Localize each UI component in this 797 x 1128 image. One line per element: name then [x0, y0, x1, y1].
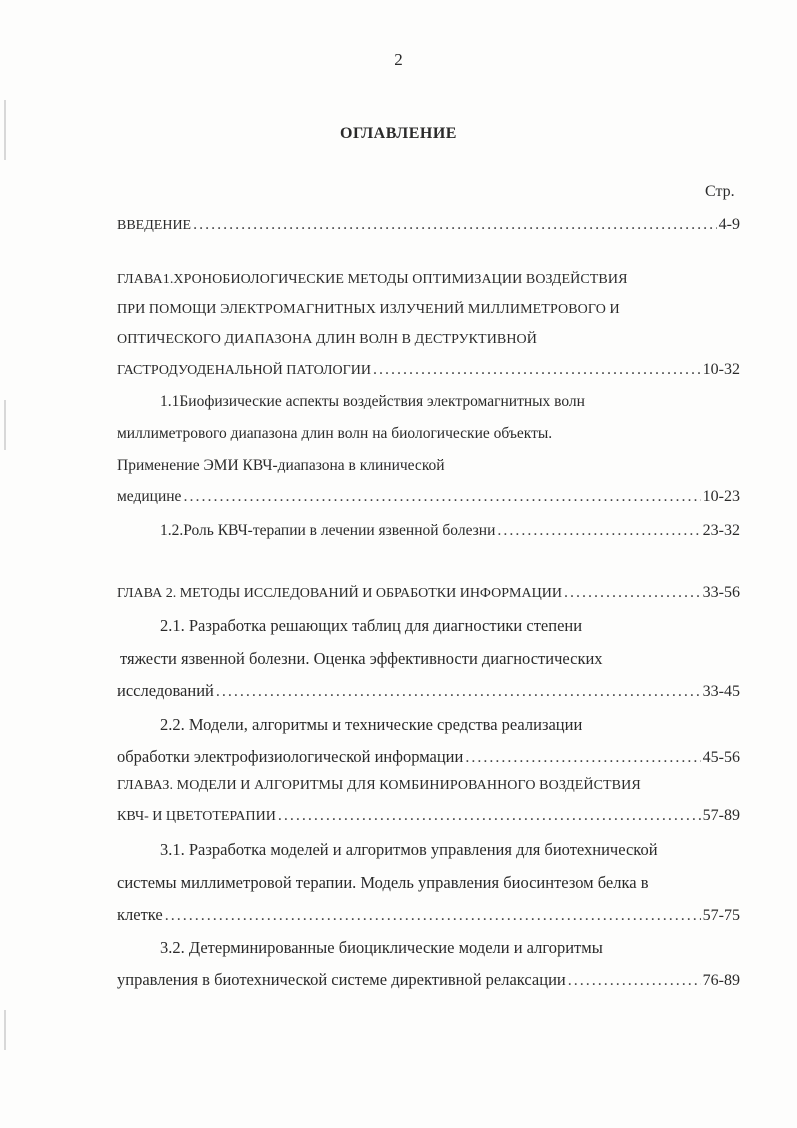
toc-entry-title: клетке — [117, 905, 163, 924]
toc-section-3-1-line-2: системы миллиметровой терапии. Модель управления биосинтезом белка в — [117, 873, 649, 892]
toc-chapter-3-line-2 — [117, 806, 740, 827]
toc-entry-pages: 4-9 — [718, 216, 740, 233]
toc-chapter-2 — [117, 583, 740, 604]
toc-entry-title: обработки электрофизиологической информации — [117, 747, 464, 766]
scan-margin-mark — [4, 1010, 6, 1050]
leader-dots — [193, 215, 717, 235]
toc-entry-pages: 76-89 — [702, 972, 740, 989]
pages-column-label: Стр. — [705, 183, 735, 200]
toc-chapter-1-line-4 — [117, 360, 740, 381]
toc-section-2-1-line-3 — [117, 681, 740, 702]
leader-dots — [497, 521, 700, 541]
toc-entry-pages: 10-32 — [702, 361, 740, 378]
leader-dots — [373, 360, 701, 380]
toc-chapter-1-line-3: ОПТИЧЕСКОГО ДИАПАЗОНА ДЛИН ВОЛН В ДЕСТРУКТИВНОЙ — [117, 332, 537, 347]
toc-entry-title: управления в биотехнической системе директивной релаксации — [117, 970, 566, 989]
toc-section-3-2-line-2 — [117, 970, 740, 991]
toc-section-2-2-line-2 — [117, 747, 740, 768]
leader-dots — [278, 806, 701, 826]
toc-section-3-1-line-3 — [117, 905, 740, 926]
toc-entry-pages: 10-23 — [702, 488, 740, 505]
toc-entry-title: КВЧ- И ЦВЕТОТЕРАПИИ — [117, 809, 276, 824]
leader-dots — [564, 583, 701, 603]
toc-entry-pages: 33-56 — [702, 584, 740, 601]
toc-section-2-1-line-2: тяжести язвенной болезни. Оценка эффективности диагностических — [120, 649, 603, 668]
toc-section-1-1-line-4 — [117, 487, 740, 507]
toc-section-3-2-line-1: 3.2. Детерминированные биоциклические модели и алгоритмы — [160, 938, 603, 957]
toc-section-1-2 — [160, 521, 740, 541]
toc-heading: ОГЛАВЛЕНИЕ — [340, 125, 457, 142]
leader-dots — [165, 906, 701, 926]
toc-entry-title: исследований — [117, 681, 214, 700]
toc-entry-title: 1.2.Роль КВЧ-терапии в лечении язвенной болезни — [160, 522, 496, 539]
toc-section-1-1-line-2: миллиметрового диапазона длин волн на биологические объекты. — [117, 425, 553, 442]
page-number: 2 — [394, 50, 403, 69]
toc-section-1-1-line-3: Применение ЭМИ КВЧ-диапазона в клинической — [117, 457, 445, 474]
toc-entry-pages: 57-75 — [702, 907, 740, 924]
toc-section-2-2-line-1: 2.2. Модели, алгоритмы и технические средства реализации — [160, 715, 583, 734]
toc-entry-title: ВВЕДЕНИЕ — [117, 218, 192, 233]
toc-entry-pages: 23-32 — [702, 522, 740, 539]
toc-entry-pages: 33-45 — [702, 683, 740, 700]
toc-entry-title: ГАСТРОДУОДЕНАЛЬНОЙ ПАТОЛОГИИ — [117, 363, 371, 378]
leader-dots — [465, 748, 700, 768]
toc-section-2-1-line-1: 2.1. Разработка решающих таблиц для диагностики степени — [160, 616, 583, 635]
toc-entry-pages: 45-56 — [702, 749, 740, 766]
toc-entry-intro — [117, 215, 740, 236]
toc-chapter-3-line-1: ГЛАВАЗ. МОДЕЛИ И АЛГОРИТМЫ ДЛЯ КОМБИНИРОВАННОГО ВОЗДЕЙСТВИЯ — [117, 778, 641, 793]
toc-entry-title: ГЛАВА 2. МЕТОДЫ ИССЛЕДОВАНИЙ И ОБРАБОТКИ ИНФОРМАЦИИ — [117, 586, 562, 601]
leader-dots — [183, 487, 700, 507]
toc-section-1-1-line-1: 1.1Биофизические аспекты воздействия электромагнитных волн — [160, 393, 585, 410]
toc-chapter-1-line-2: ПРИ ПОМОЩИ ЭЛЕКТРОМАГНИТНЫХ ИЗЛУЧЕНИЙ МИЛЛИМЕТРОВОГО И — [117, 302, 620, 317]
scan-margin-mark — [4, 400, 6, 450]
toc-entry-pages: 57-89 — [702, 807, 740, 824]
toc-entry-title: медицине — [117, 488, 182, 505]
leader-dots — [568, 971, 701, 991]
toc-section-3-1-line-1: 3.1. Разработка моделей и алгоритмов управления для биотехнической — [160, 840, 658, 859]
leader-dots — [216, 682, 701, 702]
toc-chapter-1-line-1: ГЛАВА1.ХРОНОБИОЛОГИЧЕСКИЕ МЕТОДЫ ОПТИМИЗАЦИИ ВОЗДЕЙСТВИЯ — [117, 272, 628, 287]
